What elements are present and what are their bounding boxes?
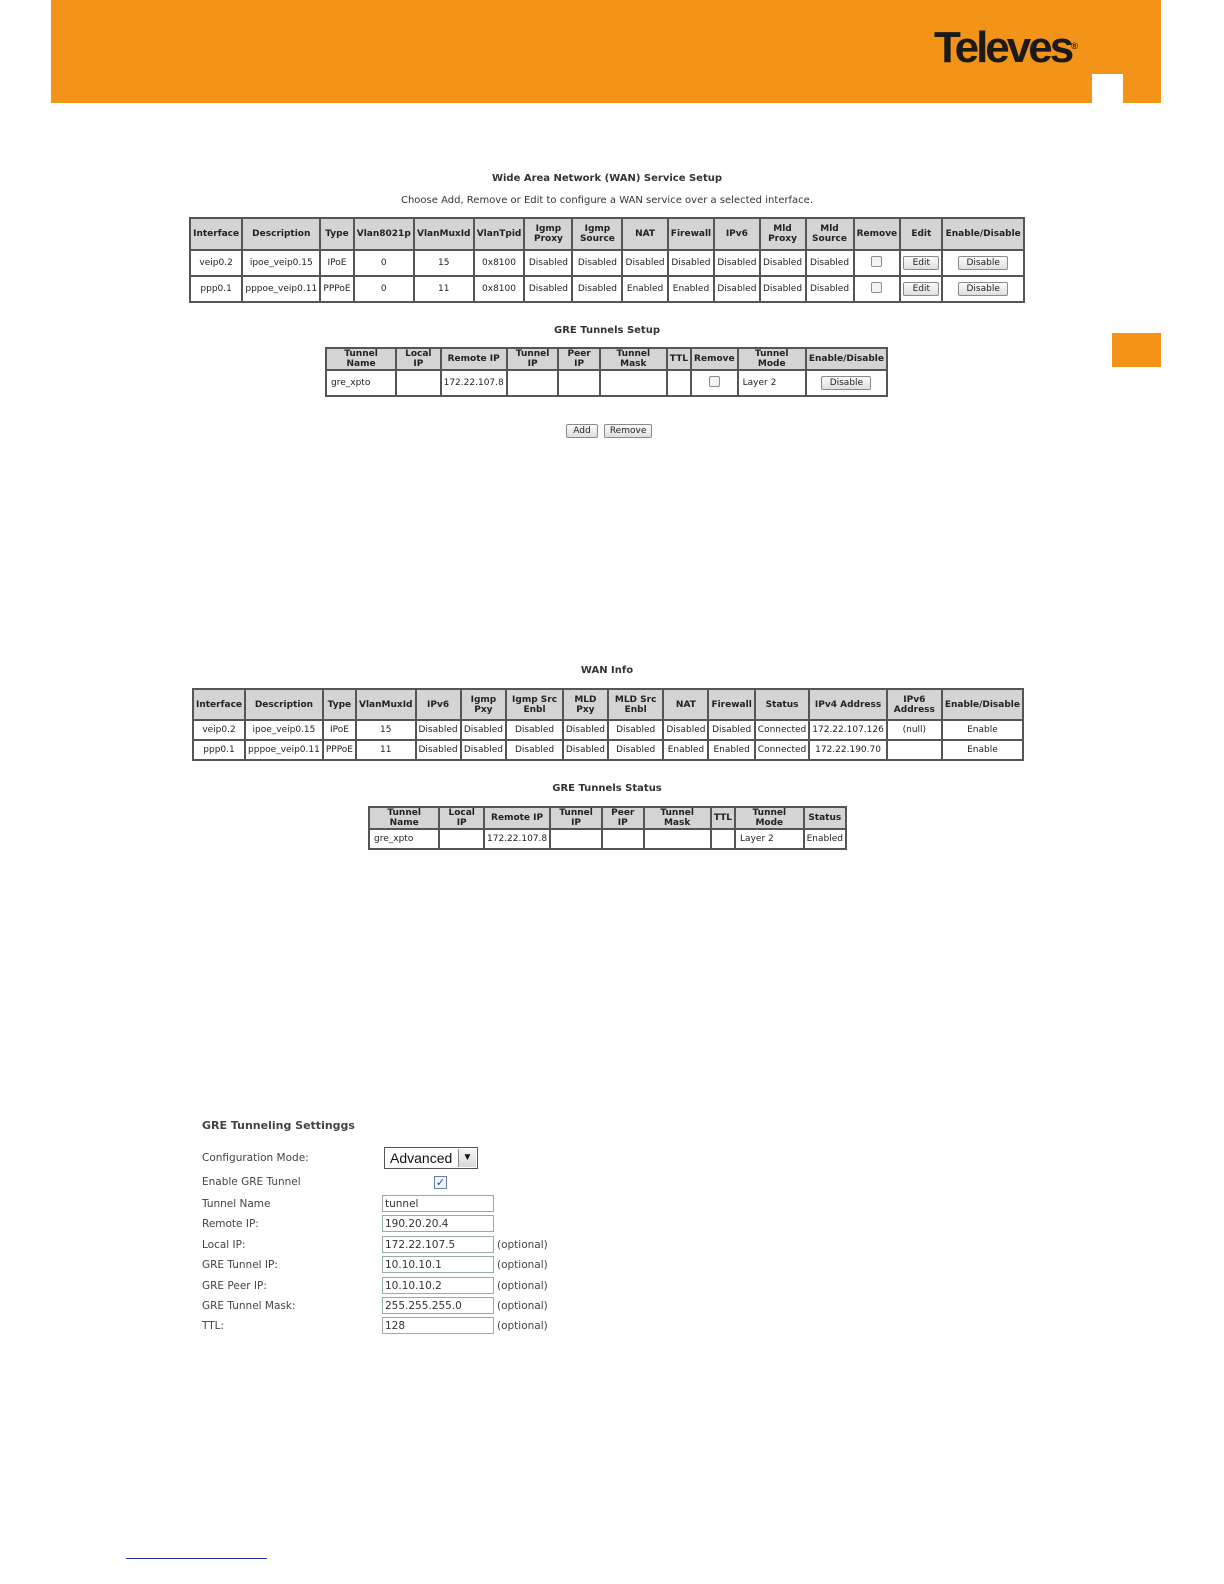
col-tunnel-ip: Tunnel IP <box>507 348 559 370</box>
cell-enable-disable: Enable <box>942 720 1023 740</box>
wan-info-title: WAN Info <box>580 665 634 676</box>
col-tunnel-name: Tunnel Name <box>369 807 439 829</box>
gre-status-table <box>368 806 847 850</box>
gre-peer-ip-input[interactable] <box>382 1277 494 1294</box>
col-tunnel-ip: Tunnel IP <box>550 807 602 829</box>
table-row <box>190 250 1024 276</box>
gre-actions <box>566 418 652 438</box>
col-type: Type <box>323 689 356 720</box>
cell-peer-ip <box>558 370 599 396</box>
cell-firewall: Enabled <box>708 740 754 760</box>
cell-enable-disable <box>806 370 887 396</box>
gre-tunnel-ip-optional: (optional) <box>497 1259 548 1271</box>
col-interface: Interface <box>193 689 245 720</box>
config-mode-value: Advanced <box>390 1150 453 1166</box>
cell-ipv6: Disabled <box>416 740 461 760</box>
cell-mld-src-enbl: Disabled <box>608 720 663 740</box>
cell-vlanmuxid: 11 <box>414 276 474 302</box>
ttl-optional: (optional) <box>497 1320 548 1332</box>
col-enable-disable: Enable/Disable <box>942 689 1023 720</box>
cell-type: IPoE <box>320 250 353 276</box>
remove-checkbox[interactable] <box>871 282 882 293</box>
cell-ipv6-address: (null) <box>887 720 942 740</box>
ttl-label: TTL: <box>202 1320 225 1332</box>
remove-checkbox[interactable] <box>709 376 720 387</box>
enable-gre-label: Enable GRE Tunnel <box>202 1176 301 1188</box>
gre-peer-ip-label: GRE Peer IP: <box>202 1280 267 1292</box>
cell-description: ipoe_veip0.15 <box>245 720 323 740</box>
cell-tunnel-mode: Layer 2 <box>735 829 804 849</box>
cell-igmp-src-enbl: Disabled <box>506 720 563 740</box>
table-row <box>326 370 887 396</box>
cell-igmp-proxy: Disabled <box>524 250 572 276</box>
footer-link-underline <box>126 1558 267 1559</box>
col-ipv4-address: IPv4 Address <box>809 689 887 720</box>
cell-enable-disable <box>942 250 1024 276</box>
cell-nat: Disabled <box>622 250 667 276</box>
cell-enable-disable <box>942 276 1024 302</box>
col-igmp-pxy: Igmp Pxy <box>461 689 507 720</box>
cell-description: pppoe_veip0.11 <box>245 740 323 760</box>
col-enable-disable: Enable/Disable <box>806 348 887 370</box>
cell-interface: veip0.2 <box>190 250 242 276</box>
col-ttl: TTL <box>667 348 691 370</box>
header-notch <box>1092 74 1123 103</box>
col-status: Status <box>804 807 846 829</box>
cell-igmp-pxy: Disabled <box>461 740 507 760</box>
local-ip-input[interactable] <box>382 1236 494 1253</box>
col-vlantpid: VlanTpid <box>474 218 525 250</box>
col-peer-ip: Peer IP <box>558 348 599 370</box>
cell-peer-ip <box>602 829 644 849</box>
cell-tunnel-mask <box>600 370 667 396</box>
col-ttl: TTL <box>711 807 735 829</box>
config-mode-label: Configuration Mode: <box>202 1152 309 1164</box>
cell-firewall: Disabled <box>708 720 754 740</box>
cell-remove <box>854 276 901 302</box>
col-tunnel-name: Tunnel Name <box>326 348 396 370</box>
cell-remote-ip: 172.22.107.8 <box>441 370 507 396</box>
registered-mark: ® <box>1071 41 1078 51</box>
gre-status-title: GRE Tunnels Status <box>552 783 662 794</box>
col-mld-src-enbl: MLD Src Enbl <box>608 689 663 720</box>
remote-ip-label: Remote IP: <box>202 1218 259 1230</box>
col-remove: Remove <box>691 348 738 370</box>
col-vlanmuxid: VlanMuxId <box>414 218 474 250</box>
logo-text: Televes <box>934 23 1072 72</box>
cell-local-ip <box>396 370 441 396</box>
cell-tunnel-ip <box>507 370 559 396</box>
cell-ipv6-address <box>887 740 942 760</box>
col-peer-ip: Peer IP <box>602 807 644 829</box>
cell-mld-source: Disabled <box>806 276 854 302</box>
col-mld-proxy: Mld Proxy <box>760 218 806 250</box>
gre-tunnel-mask-optional: (optional) <box>497 1300 548 1312</box>
gre-tunnel-ip-input[interactable] <box>382 1256 494 1273</box>
cell-mld-src-enbl: Disabled <box>608 740 663 760</box>
cell-vlantpid: 0x8100 <box>474 250 525 276</box>
cell-status: Connected <box>755 720 809 740</box>
col-firewall: Firewall <box>668 218 715 250</box>
cell-edit <box>900 276 942 302</box>
col-tunnel-mode: Tunnel Mode <box>735 807 804 829</box>
side-tab-marker <box>1112 333 1161 367</box>
col-nat: NAT <box>663 689 708 720</box>
edit-button[interactable]: Edit <box>903 256 939 270</box>
cell-igmp-proxy: Disabled <box>524 276 572 302</box>
col-enable-disable: Enable/Disable <box>942 218 1024 250</box>
cell-enable-disable: Enable <box>942 740 1023 760</box>
cell-interface: ppp0.1 <box>190 276 242 302</box>
cell-description: pppoe_veip0.11 <box>242 276 320 302</box>
cell-status: Connected <box>755 740 809 760</box>
wan-setup-header-row <box>190 218 1024 250</box>
cell-local-ip <box>439 829 484 849</box>
cell-mld-pxy: Disabled <box>563 720 608 740</box>
cell-igmp-src-enbl: Disabled <box>506 740 563 760</box>
gre-tunnel-ip-label: GRE Tunnel IP: <box>202 1259 278 1271</box>
cell-nat: Disabled <box>663 720 708 740</box>
col-firewall: Firewall <box>708 689 754 720</box>
col-type: Type <box>320 218 353 250</box>
ttl-input[interactable] <box>382 1317 494 1334</box>
cell-type: PPPoE <box>323 740 356 760</box>
col-remote-ip: Remote IP <box>484 807 550 829</box>
table-row <box>193 740 1023 760</box>
tunnel-name-label: Tunnel Name <box>202 1198 271 1210</box>
remote-ip-input[interactable] <box>382 1215 494 1232</box>
cell-mld-pxy: Disabled <box>563 740 608 760</box>
col-remote-ip: Remote IP <box>441 348 507 370</box>
cell-tunnel-name: gre_xpto <box>326 370 396 396</box>
cell-edit <box>900 250 942 276</box>
disable-button[interactable]: Disable <box>958 282 1008 296</box>
cell-remove <box>854 250 901 276</box>
cell-igmp-source: Disabled <box>572 276 622 302</box>
col-local-ip: Local IP <box>396 348 441 370</box>
cell-mld-proxy: Disabled <box>760 276 806 302</box>
enable-gre-checkbox[interactable] <box>434 1176 447 1189</box>
col-ipv6: IPv6 <box>714 218 759 250</box>
col-status: Status <box>755 689 809 720</box>
cell-vlanmuxid: 11 <box>356 740 416 760</box>
wan-info-table <box>192 688 1024 761</box>
cell-tunnel-name: gre_xpto <box>369 829 439 849</box>
col-nat: NAT <box>622 218 667 250</box>
col-mld-source: Mld Source <box>806 218 854 250</box>
col-ipv6-address: IPv6 Address <box>887 689 942 720</box>
cell-remote-ip: 172.22.107.8 <box>484 829 550 849</box>
remove-checkbox[interactable] <box>871 256 882 267</box>
gre-setup-header-row <box>326 348 887 370</box>
cell-interface: veip0.2 <box>193 720 245 740</box>
col-tunnel-mask: Tunnel Mask <box>644 807 711 829</box>
table-row <box>190 276 1024 302</box>
remove-button[interactable]: Remove <box>604 424 652 438</box>
cell-vlanmuxid: 15 <box>414 250 474 276</box>
cell-vlan8021p: 0 <box>354 276 414 302</box>
cell-ttl <box>667 370 691 396</box>
col-igmp-src-enbl: Igmp Src Enbl <box>506 689 563 720</box>
gre-status-header-row <box>369 807 846 829</box>
local-ip-label: Local IP: <box>202 1239 246 1251</box>
table-row <box>369 829 846 849</box>
cell-igmp-pxy: Disabled <box>461 720 507 740</box>
edit-button[interactable]: Edit <box>903 282 939 296</box>
wan-setup-title: Wide Area Network (WAN) Service Setup <box>491 173 723 184</box>
cell-firewall: Disabled <box>668 250 715 276</box>
gre-settings-title: GRE Tunneling Settinggs <box>202 1119 355 1132</box>
col-vlanmuxid: VlanMuxId <box>356 689 416 720</box>
cell-ipv4-address: 172.22.190.70 <box>809 740 887 760</box>
cell-vlanmuxid: 15 <box>356 720 416 740</box>
col-igmp-proxy: Igmp Proxy <box>524 218 572 250</box>
local-ip-optional: (optional) <box>497 1239 548 1251</box>
cell-status: Enabled <box>804 829 846 849</box>
col-description: Description <box>245 689 323 720</box>
cell-tunnel-mode: Layer 2 <box>738 370 806 396</box>
checkmark-icon: ✓ <box>435 1176 446 1189</box>
col-igmp-source: Igmp Source <box>572 218 622 250</box>
cell-ttl <box>711 829 735 849</box>
disable-button[interactable]: Disable <box>958 256 1008 270</box>
cell-ipv6: Disabled <box>714 276 759 302</box>
chevron-down-icon: ▼ <box>458 1149 476 1167</box>
cell-tunnel-mask <box>644 829 711 849</box>
cell-ipv4-address: 172.22.107.126 <box>809 720 887 740</box>
col-interface: Interface <box>190 218 242 250</box>
cell-interface: ppp0.1 <box>193 740 245 760</box>
cell-remove <box>691 370 738 396</box>
col-edit: Edit <box>900 218 942 250</box>
gre-setup-table <box>325 347 888 397</box>
wan-setup-table <box>189 217 1025 303</box>
cell-ipv6: Disabled <box>416 720 461 740</box>
cell-ipv6: Disabled <box>714 250 759 276</box>
disable-button[interactable]: Disable <box>821 376 871 390</box>
cell-nat: Enabled <box>663 740 708 760</box>
gre-setup-title: GRE Tunnels Setup <box>554 325 660 336</box>
cell-nat: Enabled <box>622 276 667 302</box>
col-vlan8021p: Vlan8021p <box>354 218 414 250</box>
cell-description: ipoe_veip0.15 <box>242 250 320 276</box>
col-description: Description <box>242 218 320 250</box>
cell-vlan8021p: 0 <box>354 250 414 276</box>
col-mld-pxy: MLD Pxy <box>563 689 608 720</box>
col-tunnel-mask: Tunnel Mask <box>600 348 667 370</box>
cell-igmp-source: Disabled <box>572 250 622 276</box>
col-ipv6: IPv6 <box>416 689 461 720</box>
cell-type: IPoE <box>323 720 356 740</box>
col-local-ip: Local IP <box>439 807 484 829</box>
table-row <box>193 720 1023 740</box>
col-remove: Remove <box>854 218 901 250</box>
wan-info-header-row <box>193 689 1023 720</box>
televes-logo <box>934 23 1078 72</box>
cell-mld-proxy: Disabled <box>760 250 806 276</box>
gre-tunnel-mask-input[interactable] <box>382 1297 494 1314</box>
cell-firewall: Enabled <box>668 276 715 302</box>
wan-setup-subtitle: Choose Add, Remove or Edit to configure a WAN service over a selected interface. <box>400 195 813 206</box>
col-tunnel-mode: Tunnel Mode <box>738 348 806 370</box>
cell-vlantpid: 0x8100 <box>474 276 525 302</box>
gre-tunnel-mask-label: GRE Tunnel Mask: <box>202 1300 296 1312</box>
config-mode-select[interactable] <box>384 1147 478 1169</box>
add-button[interactable]: Add <box>566 424 598 438</box>
cell-type: PPPoE <box>320 276 353 302</box>
cell-tunnel-ip <box>550 829 602 849</box>
cell-mld-source: Disabled <box>806 250 854 276</box>
tunnel-name-input[interactable] <box>382 1195 494 1212</box>
gre-peer-ip-optional: (optional) <box>497 1280 548 1292</box>
